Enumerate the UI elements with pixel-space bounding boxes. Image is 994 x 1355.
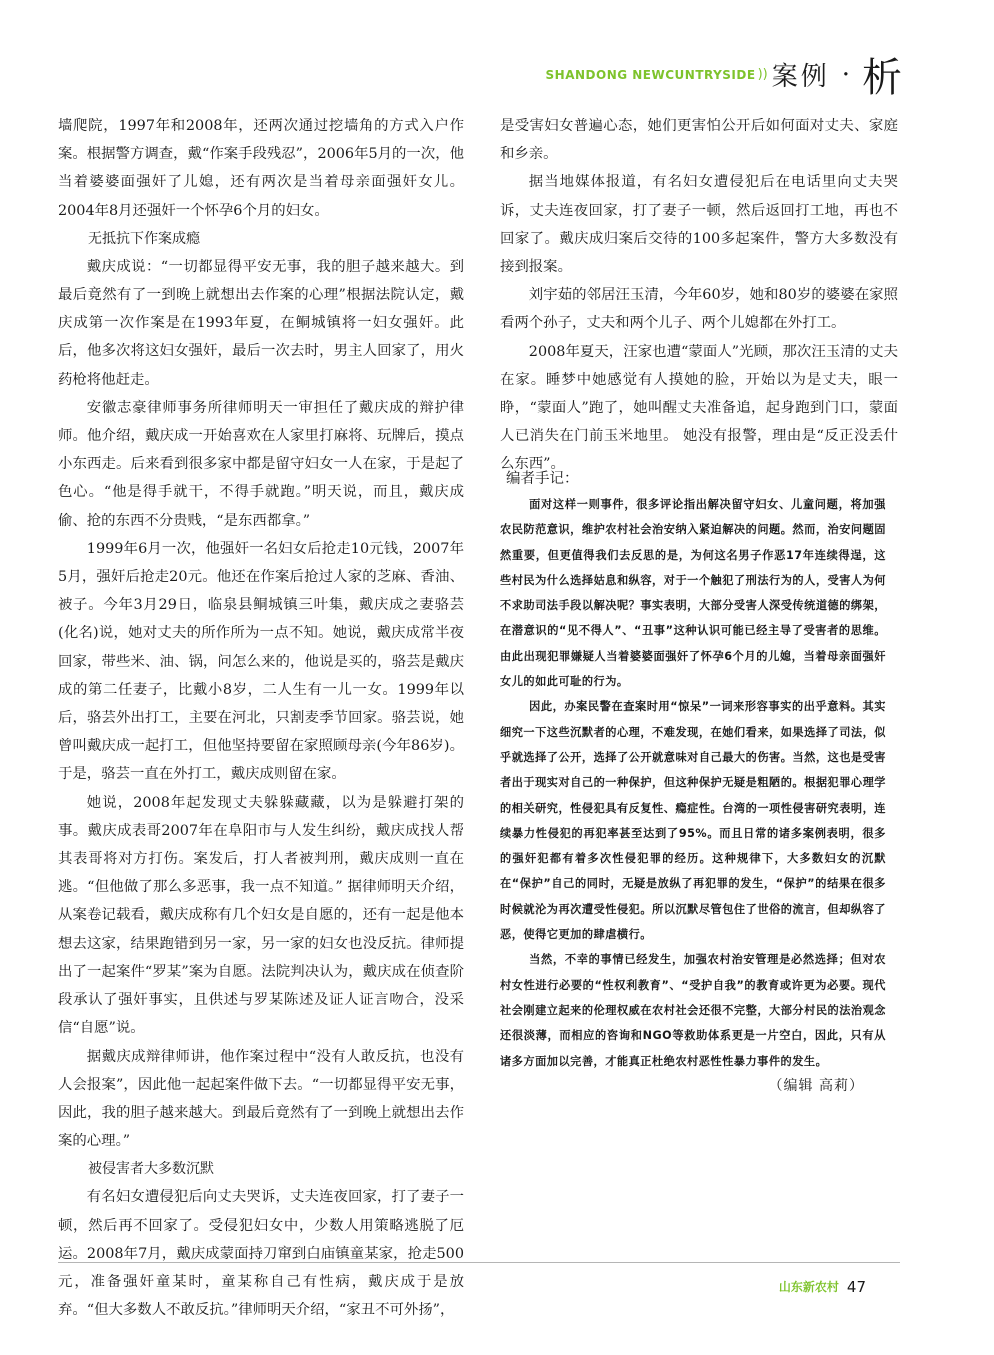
section-title-large: 析 [862, 55, 902, 101]
section-separator: · [841, 59, 850, 90]
page-number: 47 [846, 1277, 866, 1296]
editor-note [500, 466, 886, 1095]
editor-note-heading: 编者手记： [506, 471, 579, 487]
right-column [500, 112, 898, 479]
editor-note-paragraph: 面对这样一则事件，很多评论指出解决留守妇女、儿童问题，将加强农民防范意识，维护农村社会治安纳入紧迫解决的问题。然而，治安问题固然重要，但更值得我们去反思的是，为何这名男子作恶17年连续得逞，这些村民为什么选择姑息和纵容，对于一个触犯了刑法行为的人，受害人为何不求助司法手段以解决呢？事实表明，大部分受害人深受传统道德的绑架，在潜意识的“见不得人”、“丑事”这种认识可能已经主导了受害者的思维。由此出现犯罪嫌疑人当着婆婆面强奸了怀孕6个月的儿媳，当着母亲面强奸女儿的如此可耻的行为。 [500, 498, 886, 689]
paragraph: 据戴庆成辩律师讲，他作案过程中“没有人敢反抗，也没有人会报案”，因此他一起起案件做下去。“一切都显得平安无事，因此，我的胆子越来越大。到最后竟然有了一到晚上就想出去作案的心理。” [58, 1048, 464, 1150]
paragraph: 2008年夏天，汪家也遭“蒙面人”光顾，那次汪玉清的丈夫在家。睡梦中她感觉有人摸她的脸，开始以为是丈夫，眼一睁，“蒙面人”跑了，她叫醒丈夫准备追，起身跑到门口，蒙面人已消失在门前玉米地里。 她没有报警，理由是“反正没丢什么东西”。 [500, 343, 898, 473]
paragraph: 是受害妇女普遍心态，她们更害怕公开后如何面对丈夫、家庭和乡亲。 [500, 118, 898, 163]
subheading: 无抵抗下作案成瘾 [88, 230, 200, 247]
section-title: 案例 [771, 62, 830, 92]
paragraph: 1999年6月一次，他强奸一名妇女后抢走10元钱，2007年5月，强奸后抢走20元。他还在作案后抢过人家的芝麻、香油、被子。今年3月29日，临泉县鲖城镇三叶集，戴庆成之妻骆芸(化名)说，她对丈夫的所作所为一点不知。她说，戴庆成常半夜回家，带些米、油、锅，问怎么来的，他说是买的，骆芸是戴庆成的第二任妻子，比戴小8岁，二人生有一儿一女。1999年以后，骆芸外出打工，主要在河北，只割麦季节回家。骆芸说，她曾叫戴庆成一起打工，但他坚持要留在家照顾母亲(今年86岁)。于是，骆芸一直在外打工，戴庆成则留在家。 [58, 540, 464, 783]
magazine-name-en: SHANDONG NEWCUNTRYSIDE [545, 67, 756, 82]
paragraph: 墙爬院，1997年和2008年，还两次通过挖墙角的方式入户作案。根据警方调查，戴“作案手段残忍”，2006年5月的一次，他当着婆婆面强奸了儿媳，还有两次是当着母亲面强奸女儿。2004年8月还强奸一个怀孕6个月的妇女。 [58, 118, 464, 219]
paragraph: 有名妇女遭侵犯后向丈夫哭诉，丈夫连夜回家，打了妻子一顿，然后再不回家了。受侵犯妇女中，少数人用策略逃脱了厄运。2008年7月，戴庆成蒙面持刀窜到白庙镇童某家，抢走500元，准备强奸童某时，童某称自己有性病，戴庆成于是放弃。“但大多数人不敢反抗。”律师明天介绍，“家丑不可外扬”， [58, 1189, 464, 1319]
editor-note-paragraph: 因此，办案民警在查案时用“惊呆”一词来形容事实的出乎意料。其实细究一下这些沉默者的心理，不难发现，在她们看来，如果选择了司法，似乎就选择了公开，选择了公开就意味对自己最大的伤害。当然，这也是受害者出于现实对自己的一种保护，但这种保护无疑是粗陋的。根据犯罪心理学的相关研究，性侵犯具有反复性、瘾症性。台湾的一项性侵害研究表明，连续暴力性侵犯的再犯率甚至达到了95%。而且日常的诸多案例表明，很多的强奸犯都有着多次性侵犯罪的经历。这种规律下，大多数妇女的沉默在“保护”自己的同时，无疑是放纵了再犯罪的发生，“保护”的结果在很多时候就沦为再次遭受性侵犯。所以沉默尽管包住了世俗的流言，但却纵容了恶，使得它更加的肆虐横行。 [500, 700, 886, 942]
editor-signature: （编辑 高莉） [768, 1077, 864, 1094]
paragraph: 她说，2008年起发现丈夫躲躲藏藏，以为是躲避打架的事。戴庆成表哥2007年在阜阳市与人发生纠纷，戴庆成找人帮其表哥将对方打伤。案发后，打人者被判刑，戴庆成则一直在逃。“但他做了那么多恶事，我一点不知道。” 据律师明天介绍，从案卷记载看，戴庆成称有几个妇女是自愿的，还有一起是他本想去这家，结果跑错到另一家，另一家的妇女也没反抗。律师提出了一起案件“罗某”案为自愿。法院判决认为，戴庆成在侦查阶段承认了强奸事实，且供述与罗某陈述及证人证言吻合，没采信“自愿”说。 [58, 794, 464, 1037]
paragraph: 安徽志豪律师事务所律师明天一审担任了戴庆成的辩护律师。他介绍，戴庆成一开始喜欢在人家里打麻将、玩牌后，摸点小东西走。后来看到很多家中都是留守妇女一人在家，于是起了色心。“他是得手就干，不得手就跑。”明天说，而且，戴庆成偷、抢的东西不分贵贱，“是东西都拿。” [58, 399, 464, 529]
subheading: 被侵害者大多数沉默 [88, 1161, 214, 1178]
chevron-icon: )) [757, 67, 768, 82]
footer-divider [58, 1262, 900, 1263]
paragraph: 戴庆成说：“一切都显得平安无事，我的胆子越来越大。到最后竟然有了一到晚上就想出去作案的心理”根据法院认定，戴庆成第一次作案是在1993年夏，在鲖城镇将一妇女强奸。此后，他多次将这妇女强奸，最后一次去时，男主人回家了，用火药枪将他赶走。 [58, 258, 464, 388]
magazine-logo: 山东新农村 [778, 1280, 839, 1294]
paragraph: 据当地媒体报道，有名妇女遭侵犯后在电话里向丈夫哭诉，丈夫连夜回家，打了妻子一顿，然后返回打工地，再也不回家了。戴庆成归案后交待的100多起案件，警方大多数没有接到报案。 [500, 174, 898, 276]
page-footer [777, 1277, 866, 1296]
left-column [58, 112, 464, 1324]
page-header [546, 46, 902, 103]
editor-note-paragraph: 当然，不幸的事情已经发生，加强农村治安管理是必然选择；但对农村女性进行必要的“性权利教育”、“受护自我”的教育或许更为必要。现代社会刚建立起来的伦理权威在农村社会还很不完整，大部分村民的法治观念还很淡薄，而相应的咨询和NGO等救助体系更是一片空白，因此，只有从诸多方面加以完善，才能真正杜绝农村恶性性暴力事件的发生。 [500, 953, 886, 1068]
paragraph: 刘宇茹的邻居汪玉清，今年60岁，她和80岁的婆婆在家照看两个孙子，丈夫和两个儿子、两个儿媳都在外打工。 [500, 287, 898, 332]
